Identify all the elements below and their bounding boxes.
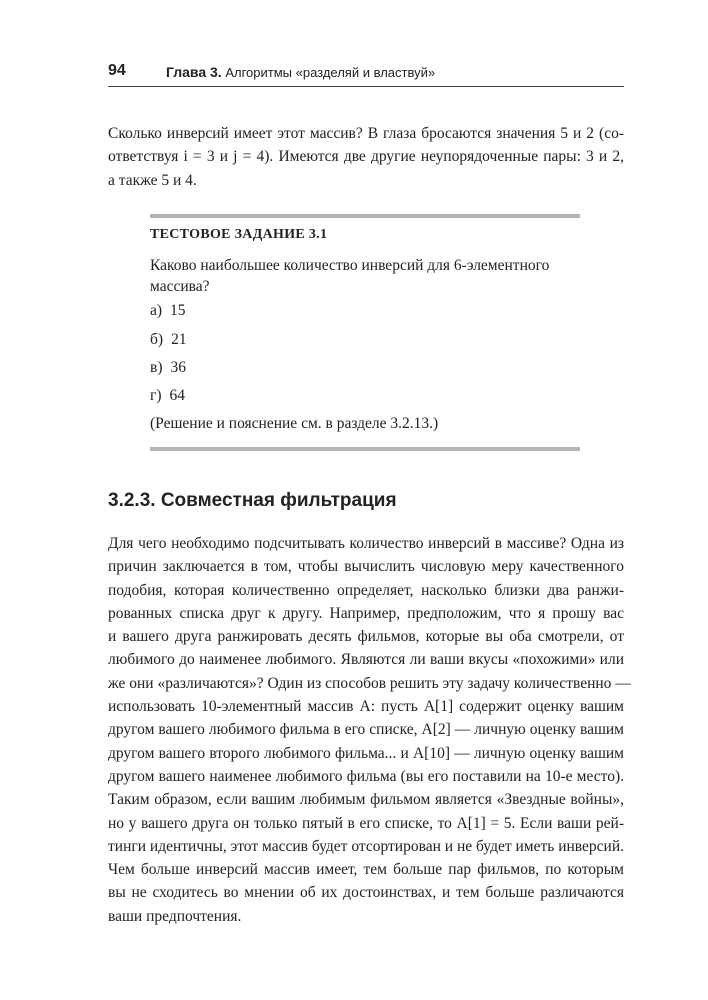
header-rule — [108, 86, 624, 87]
text-line: ответствуя i = 3 и j = 4). Имеются две другие неупорядоченные пары: 3 и 2, — [108, 148, 624, 166]
text-line: рованных списка друг к другу. Например, предположим, что я прошу вас — [108, 604, 624, 622]
quiz-option-d — [150, 387, 185, 405]
text-line: Таким образом, если вашим любимым фильмом является «Звездные войны», — [108, 791, 624, 809]
section-heading: 3.2.3. Совместная фильтрация — [108, 490, 397, 511]
text-line: тинги идентичны, этот массив будет отсортирован и не будет иметь инверсий. — [108, 837, 624, 855]
text-line: другом вашего любимого фильма в его списке, A[2] — личную оценку вашим — [108, 721, 624, 739]
option-text: 21 — [171, 331, 187, 348]
quiz-option-c — [150, 359, 186, 377]
quiz-option-a — [150, 302, 186, 320]
option-label: в) — [150, 359, 163, 376]
option-text: 15 — [170, 302, 186, 319]
text-line: же они «различаются»? Один из способов решить эту задачу количественно — — [108, 674, 631, 692]
quiz-bottom-rule — [150, 447, 580, 451]
option-label: а) — [150, 302, 163, 319]
option-label: б) — [150, 331, 164, 348]
option-text: 64 — [169, 387, 186, 404]
option-label: г) — [150, 387, 162, 404]
text-line: Для чего необходимо подсчитывать количество инверсий в массиве? Одна из — [108, 535, 624, 552]
quiz-title: ТЕСТОВОЕ ЗАДАНИЕ 3.1 — [150, 227, 328, 242]
text-line: Чем больше инверсий массив имеет, тем больше пар фильмов, по которым — [108, 861, 624, 879]
option-text: 36 — [170, 359, 186, 376]
text-line: причин заключается в том, чтобы вычислить числовую меру качественного — [108, 558, 624, 576]
quiz-question — [150, 255, 580, 297]
page-number: 94 — [108, 62, 126, 79]
text-line: другом вашего второго любимого фильма... и A[10] — личную оценку вашим — [108, 744, 624, 762]
text-line: вы не сходитесь во мнении об их достоинствах, и тем больше различаются — [108, 884, 624, 902]
section-body — [108, 532, 631, 928]
intro-paragraph — [108, 122, 624, 192]
text-line: Сколько инверсий имеет этот массив? В глаза бросаются значения 5 и 2 (со- — [108, 125, 624, 142]
text-line: другом вашего наименее любимого фильма (вы его поставили на 10-е место). — [108, 767, 624, 785]
running-header — [108, 62, 624, 86]
text-line: ваши предпочтения. — [108, 907, 242, 925]
text-line: подобия, которая количественно определяет, насколько близки два ранжи- — [108, 581, 624, 599]
text-line: и вашего друга ранжировать десять фильмов, которые вы оба смотрели, от — [108, 628, 624, 646]
text-line: любимого до наименее любимого. Являются ли ваши вкусы «похожими» или — [108, 651, 624, 669]
text-line: а также 5 и 4. — [108, 171, 197, 189]
chapter-label: Глава 3. — [166, 64, 222, 80]
quiz-top-rule — [150, 214, 580, 218]
quiz-note: (Решение и пояснение см. в разделе 3.2.13.) — [150, 415, 439, 432]
quiz-question-line: массива? — [150, 278, 210, 295]
text-line: использовать 10-элементный массив A: пусть A[1] содержит оценку вашим — [108, 698, 624, 716]
quiz-question-line: Каково наибольшее количество инверсий для 6-элементного — [150, 257, 550, 274]
quiz-option-b — [150, 331, 187, 349]
text-line: но у вашего друга он только пятый в его списке, то A[1] = 5. Если ваши рей- — [108, 814, 624, 832]
chapter-title: Алгоритмы «разделяй и властвуй» — [225, 65, 436, 80]
chapter-heading — [166, 64, 435, 80]
